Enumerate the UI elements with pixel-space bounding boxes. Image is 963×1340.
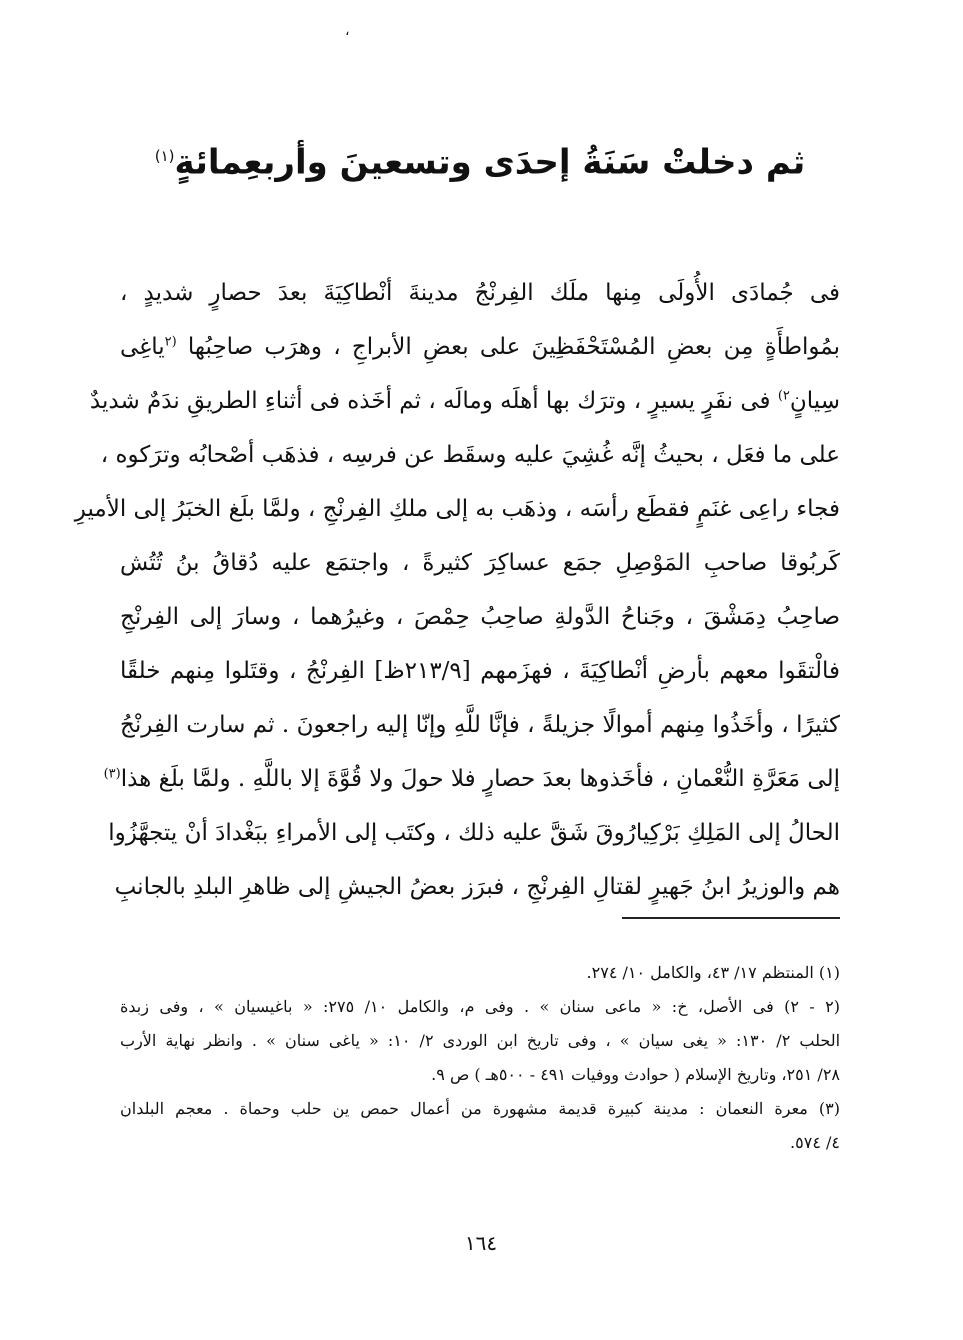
footnote-2-line-1: (٢ - ٢) فى الأصل، خ: « ماعى سنان » . وفى م، والكامل ١٠/ ٢٧٥: « باغيسيان » ، وفى زبدة xyxy=(120,997,841,1016)
text-line-1: فى جُمادَى الأُولَى مِنها ملَك الفِرنْجُ مدينةَ أنْطاكِيَةَ بعدَ حصارٍ شديدٍ ، xyxy=(120,280,840,306)
text-line-10-main: إلى مَعَرَّةِ النُّعْمانِ ، فأخَذوها بعدَ حصارٍ فلا حولَ ولا قُوَّةَ إلا باللَّهِ . ولمَّا بلَغ هذا xyxy=(120,766,840,792)
footnote-3-line-2: ٤/ ٥٧٤. xyxy=(790,1133,840,1152)
page-number: ١٦٤ xyxy=(464,1231,498,1255)
footnote-ref-2-close: ٢) xyxy=(777,388,790,404)
footnotes xyxy=(120,956,840,1160)
heading-title: ثم دخلتْ سَنَةُ إحدَى وتسعينَ وأربعِمائةٍ xyxy=(174,142,806,183)
footnote-1: (١) المنتظم ١٧/ ٤٣، والكامل ١٠/ ٢٧٤. xyxy=(586,963,840,982)
heading-footnote-ref: (١) xyxy=(154,147,175,165)
text-line-10 xyxy=(103,752,840,806)
footnote-3-line-1: (٣) معرة النعمان : مدينة كبيرة قديمة مشهورة من أعمال حمص ين حلب وحماة . معجم البلدان xyxy=(120,1099,840,1118)
footnote-2-line-3: ٢٨/ ٢٥١، وتاريخ الإسلام ( حوادث ووفيات ٤٩١ - ٥٠٠هـ ) ص ٩. xyxy=(431,1065,840,1084)
text-line-2-end: ياغِى xyxy=(120,334,165,360)
text-line-8: فالْتقَوا معهم بأرضِ أنْطاكِيَةَ ، فهزَمهم [٢١٣/٩ظ] الفِرنْجُ ، وقتَلوا مِنهم خلقًا xyxy=(120,658,840,684)
chapter-heading xyxy=(120,128,840,190)
text-line-2 xyxy=(120,320,840,374)
footnote-ref-2-open: (٢ xyxy=(164,334,177,350)
footnote-ref-3: (٣) xyxy=(103,766,121,782)
text-line-7: صاحِبُ دِمَشْقَ ، وجَناحُ الدَّولةِ صاحِبُ حِمْصَ ، وغيرُهما ، وسارَ إلى الفِرنْجِ xyxy=(120,604,840,630)
text-line-9: كثيرًا ، وأخَذُوا مِنهم أموالًا جزيلةً ، فإنَّا للَّهِ وإنّا إليه راجعونَ . ثم سارت الفِرنْجُ xyxy=(120,712,840,738)
text-line-4: على ما فعَل ، بحيثُ إنَّه غُشِيَ عليه وسقَط عن فرسِه ، فذهَب أصْحابُه وترَكوه ، xyxy=(100,442,840,468)
text-line-12: هم والوزيرُ ابنُ جَهيرٍ لقتالِ الفِرنْجِ ، فبرَز بعضُ الجيشِ إلى ظاهرِ البلدِ بالجانبِ xyxy=(114,874,840,900)
footnote-separator xyxy=(622,917,840,919)
text-line-11: الحالُ إلى المَلِكِ بَرْكِيارُوقَ شَقَّ عليه ذلك ، وكتَب إلى الأمراءِ ببَغْدادَ أنْ يتجهَّزُوا xyxy=(108,820,840,846)
text-line-2-main: بمُواطأَةٍ مِن بعضِ المُسْتَحْفَظِينَ على بعضِ الأبراجِ ، وهرَب صاحِبُها xyxy=(187,334,841,360)
main-text xyxy=(74,266,841,914)
text-line-6: كَربُوقا صاحبِ المَوْصِلِ جمَع عساكِرَ كثيرةً ، واجتمَع عليه دُقاقُ بنُ تُتُش xyxy=(120,550,840,576)
text-line-3-start: سِيانٍ xyxy=(789,388,840,414)
page-top-mark: ، xyxy=(345,23,350,39)
text-line-5: فجاء راعِى غنَمٍ فقطَع رأسَه ، وذهَب به إلى ملكِ الفِرنْجِ ، ولمَّا بلَغ الخبَرُ إلى الأميرِ xyxy=(74,496,840,522)
text-line-3-main: فى نفَرٍ يسيرٍ ، وترَك بها أهلَه ومالَه ، ثم أخَذه فى أثناءِ الطريقِ ندَمٌ شديدٌ xyxy=(89,388,771,414)
text-line-3 xyxy=(89,374,840,428)
footnote-2-line-2: الحلب ٢/ ١٣٠: « يغى سيان » ، وفى تاريخ ابن الوردى ٢/ ١٠: « ياغى سنان » . وانظر نهاية الأرب xyxy=(120,1031,841,1050)
